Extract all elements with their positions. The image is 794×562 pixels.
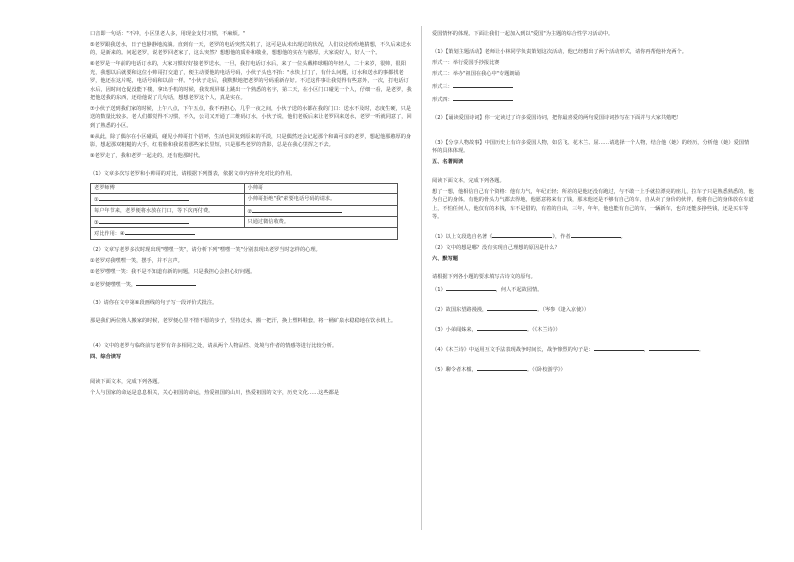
table-cell: 只通过微信收费。 <box>244 216 398 227</box>
fill-line-5[interactable]: （5）聊令者木槛， 。（《卧校游学》） <box>432 364 754 374</box>
paragraph: 爱国情怀的体现。下面让我们一起加入到以"爱国"为主题的综合性学习活动中。 <box>432 31 614 37</box>
column-divider <box>421 26 422 530</box>
right-column <box>432 30 754 377</box>
question-2: （2）【诵读爱国诗词】你一定读过了许多爱国诗词，把你最喜爱的两句爱国诗词抄写在下面并与大家共勉吧！ <box>432 115 682 121</box>
paragraph: ⑧从此，除了偶尔在小区碰面，碰见小帅哥打个招呼，生活也回复到原来的平淡，只是偶然还会记起那个和蔼可亲的老罗，想起他那憨厚的身影，想起那双粗糙的大手，红着脸和我说着那些家长里短，只是那些老罗的背影，总是在我心里挥之不去。 <box>90 133 412 149</box>
table-cell[interactable]: ② <box>244 205 398 216</box>
table-cell[interactable]: ③ <box>91 216 245 227</box>
table-cell: 每户年节来，老罗便将水放在门口，等下次再付费。 <box>91 205 245 216</box>
question-4: （4）文中的老罗与临终前写老罗有许多相同之处，请从两个人物品性、处境与作者的情感等进行比较分析。 <box>90 342 338 349</box>
fill-line-2[interactable]: （2）故国东望路漫漫， 。（岑参《逢入京使》） <box>432 304 754 314</box>
question-2c[interactable]: ①老罗便嘿嘿一笑， <box>90 279 412 289</box>
section-heading-4: 四、综合读写 <box>90 353 122 360</box>
fill-line-1[interactable]: （1） ，何人不起故园情。 <box>432 284 754 294</box>
passage: 想了一想，他相信自己有个资格：他有力气，年纪正轻；所差的是他还没有跑过，与不敢一上手就拉漂亮的座儿，拉车子只是熟悉熟悉的，他为自己的身体，有他的骨头力气都去得地，他愿意将来有了钱，那末他还是不够有自己的车，自从卖了身价的伙伴，他将自己的身体放在车道上，不怕任何人，他仅有的本钱，车不是借的，有着的自由，三年，年年，他也能有自己的车，一辆新车，也许还能多挣些钱，还是买车等等。 <box>432 188 754 221</box>
question-2b: ②老罗嘿嘿一笑：我不是不知道有新的问题，只是我担心会担心好问题。 <box>90 268 256 275</box>
form-line: 形式一：举行爱国手抄报比赛 <box>432 60 500 66</box>
question-5-2: （2）文中的想是哪？没有实现自己理想的原因是什么？ <box>432 245 560 252</box>
paragraph: ⑤老罗跟我送水，日子也静静地流淌。直到有一天，老罗的电话突然关机了，这可是从未出现过的状况，人们议论纷纷地猜想，不久后来送水的，是新来的。问起老罗，说老罗回老家了，这么突然？想想他的质朴和敬业，想想他的实在与憨厚，大家说好人，好人一个。 <box>90 42 412 57</box>
table-cell[interactable]: 对比作用：④ <box>91 228 398 239</box>
paragraph: 个人与国家的命运是息息相关，关心祖国的命运，热爱祖国的山川，热爱祖国的文字，历史文化……这些都是 <box>90 390 340 397</box>
table-header-right: 小帅哥 <box>244 183 398 194</box>
form-line-4[interactable]: 形式四： <box>432 94 754 104</box>
question-5-1[interactable]: （1）以上文段选自名著《 》，作者 。 <box>432 231 754 241</box>
question-1: （1）文章多次写老罗和小帅哥的对比，请根据下列图表，依据文章内容补充对比的作用。 <box>90 171 296 178</box>
question-3: （3）【分享人物故事】中国历史上有许多爱国人物，如岳飞、花木兰、屈……请选择一个人物，结合他（她）的经历，分析他（她）爱国情怀的具体体现。 <box>432 140 750 155</box>
table-header-left: 老罗师傅 <box>91 183 245 194</box>
left-column <box>90 30 412 400</box>
paragraph: ⑦小伙子送到我们家的时候，上午八点，下午五点，我不再担心，几乎一夜之间，小伙子送的水都在我的门口：送水不及时，态度生硬，只是送的数量比较多。老人们都觉得不习惯，不久，公司又开通了二维码订水，小伙子说，他们老板后来让老罗回来送水，老罗一听就同意了，回到了熟悉的小区。 <box>90 106 412 129</box>
question-2: （2）文章写老罗多次时现出现"嘿嘿一笑"，请分析下列"嘿嘿一笑"分别表现出老罗当时怎样的心理。 <box>90 246 321 253</box>
fill-line-4[interactable]: （4）《木兰诗》中运用互文手法表现战争时间长，战争惨烈的句子是： ， 。 <box>432 344 754 354</box>
instructions: 请根据下列各小题的要求填写古诗文的原句。 <box>432 274 536 281</box>
fill-line-3[interactable]: （3）小弟闻姊来， 。（《木兰诗》） <box>432 324 754 334</box>
section-heading-6: 六、默写题 <box>432 256 458 263</box>
paragraph: ⑥老罗是一年前的电话订水的，大家习惯好好接老罗送水，一旦，我打电话订水后，来了一位头戴棒球帽的年轻人，二十来岁，很帅，很阳光，我想以后就要和这位小帅哥打交道了，便主动要他的电话号码，小伙子头也不抬："水快上门了，有什么问题，订水和送水的事都找老罗，他还在这片呢，电话号码和以前一样。"小伙子走后，我默默地把老罗的号码重新存好。不过这件事让我觉得有些意外，一次，打电话订水后，因时间仓促没能下楼，拿出手机的时候，我发现屏幕上跳出一个熟悉的名字，第二天，在小区门口碰见一个人，仔细一看，是老罗，我把他送我的东西，还给他说了几句话，想想老罗这个人，真是实在。 <box>90 61 412 102</box>
section-heading-5: 五、名著阅读 <box>432 159 464 166</box>
paragraph: 口音即一句话："不冲，小区里老人多，用现金支付习惯，不麻烦。" <box>90 31 246 37</box>
form-line: 形式二：举办"祖国在我心中"专题朗诵 <box>432 71 520 77</box>
question-1: （1）【策划主题活动】老师让小林同学负责策划这次活动，他已经想出了两个活动形式，请你再帮他补充两个。 <box>432 49 687 55</box>
paragraph: 阅读下面文本，完成下列各题。 <box>90 379 163 386</box>
table-cell: 小帅哥拒绝"我"索要电话号码的请求。 <box>244 194 398 205</box>
table-cell[interactable]: ① <box>91 194 245 205</box>
comparison-table <box>90 183 398 240</box>
question-2a: ①老罗对我嘿嘿一笑，摆手，并不言声。 <box>90 257 183 264</box>
paragraph: ⑨老罗走了，我和老罗一起走的，还有他那时代。 <box>90 153 204 160</box>
paragraph: 阅读下面文本，完成下列各题。 <box>432 177 505 184</box>
form-line-3[interactable]: 形式三： <box>432 81 754 91</box>
quoted-sentence: 那是我们两位熟人搬家的时候，老罗便心里不情不愿的步子，竖持送水，搬一把汗，换上塑料鞋套，将一桶矿泉水稳稳地在饮水机上。 <box>90 317 397 324</box>
question-3: （3）请你在文中第⑥段画线的句子写一段评价式批注。 <box>90 299 218 306</box>
